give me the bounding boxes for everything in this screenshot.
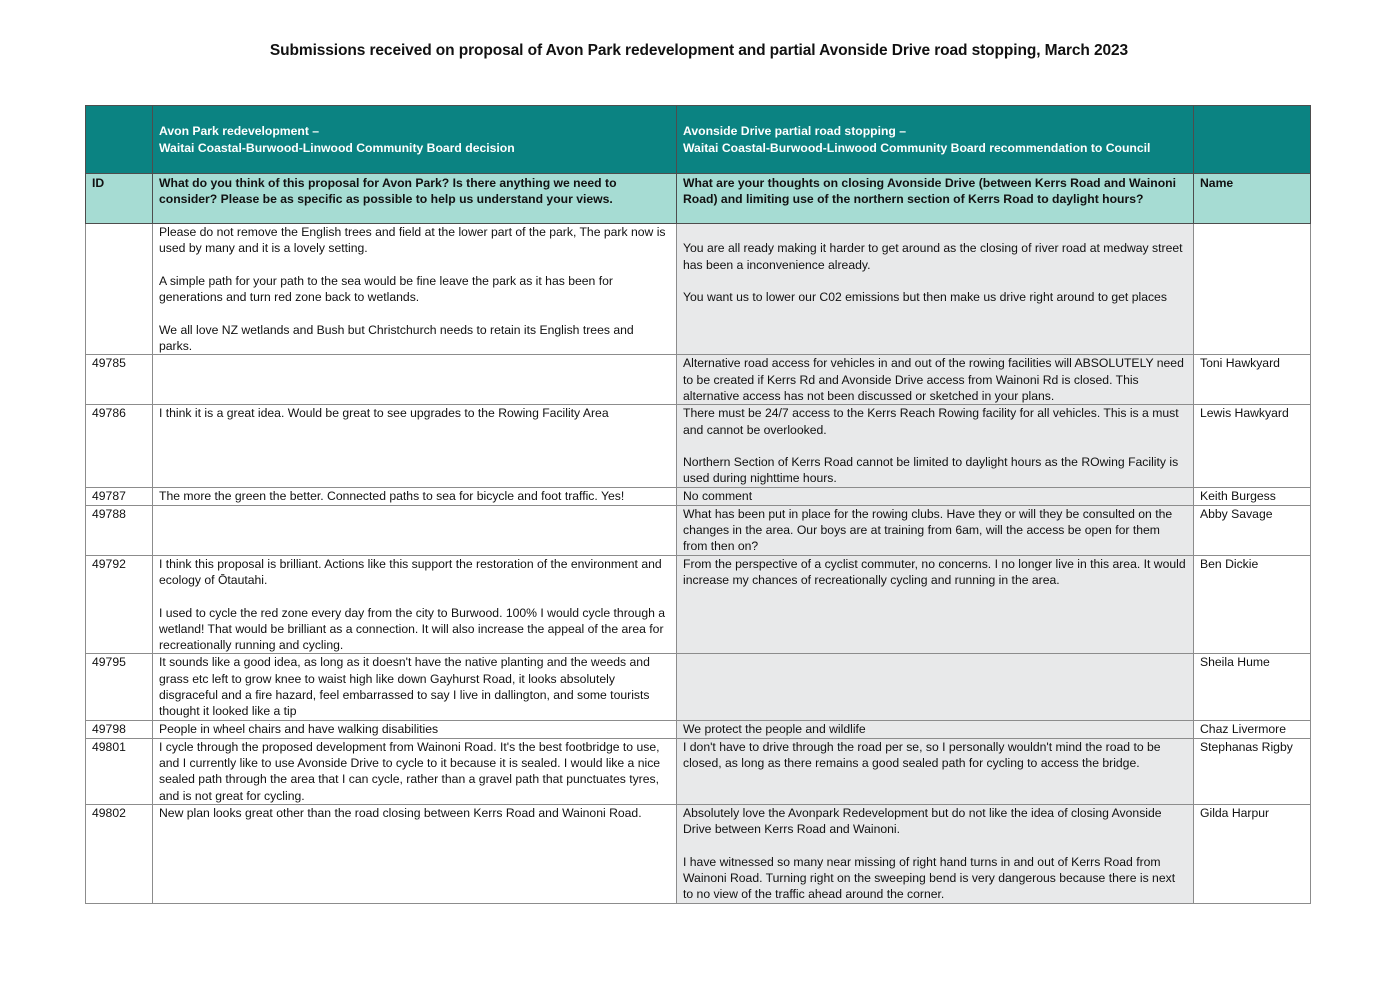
park-heading-line-2: Waitai Coastal-Burwood-Linwood Community Board decision	[159, 140, 515, 155]
submissions-table	[85, 105, 1311, 904]
submission-id: 49786	[86, 405, 153, 487]
table-row	[86, 654, 1311, 720]
submitter-name: Lewis Hawkyard	[1194, 405, 1311, 487]
submitter-name: Abby Savage	[1194, 505, 1311, 555]
road-comment: No comment	[677, 487, 1194, 505]
section-header-row	[86, 106, 1311, 174]
park-comment: I cycle through the proposed development from Wainoni Road. It's the best footbridge to use, and I currently like to use Avonside Drive to cycle to it because it is sealed. I would like a nice sealed path through the area that I can cycle, rather than a gravel path that punctuates tyres, and is not great for cycling.	[153, 738, 677, 804]
submitter-name: Sheila Hume	[1194, 654, 1311, 720]
question-header-row	[86, 174, 1311, 224]
park-comment: People in wheel chairs and have walking disabilities	[153, 720, 677, 738]
road-heading-line-1: Avonside Drive partial road stopping –	[683, 124, 907, 139]
road-comment: From the perspective of a cyclist commuter, no concerns. I no longer live in this area. It would increase my chances of recreationally cycling and running in the area.	[677, 555, 1194, 654]
park-comment: I think this proposal is brilliant. Actions like this support the restoration of the environment and ecology of Ōtautahi. I used to cycle the red zone every day from the city to Burwood. 100% I would cycle through a wetland! That would be brilliant as a connection. It will also increase the appeal of the area for recreationally running and cycling.	[153, 555, 677, 654]
submitter-name: Keith Burgess	[1194, 487, 1311, 505]
park-heading-line-1: Avon Park redevelopment –	[159, 124, 320, 139]
road-heading-line-2: Waitai Coastal-Burwood-Linwood Community Board recommendation to Council	[683, 140, 1151, 155]
park-comment	[153, 355, 677, 405]
submitter-name: Toni Hawkyard	[1194, 355, 1311, 405]
table-row	[86, 405, 1311, 487]
submission-id: 49795	[86, 654, 153, 720]
submitter-name: Gilda Harpur	[1194, 804, 1311, 903]
park-comment: Please do not remove the English trees and field at the lower part of the park, The park now is used by many and it is a lovely setting. A simple path for your path to the sea would be fine leave the park as it has been for generations and turn red zone back to wetlands. We all love NZ wetlands and Bush but Christchurch needs to retain its English trees and parks.	[153, 224, 677, 355]
submitter-name	[1194, 224, 1311, 355]
road-comment: You are all ready making it harder to get around as the closing of river road at medway street has been a inconvenience already. You want us to lower our C02 emissions but then make us drive right around to get places	[677, 224, 1194, 355]
submission-id: 49788	[86, 505, 153, 555]
header-id-cell	[86, 106, 153, 174]
submission-id: 49792	[86, 555, 153, 654]
table-row	[86, 720, 1311, 738]
table-row	[86, 804, 1311, 903]
road-comment: Alternative road access for vehicles in and out of the rowing facilities will ABSOLUTELY need to be created if Kerrs Rd and Avonside Drive access from Wainoni Rd is closed. This alternative access has not been discussed or sketched in your plans.	[677, 355, 1194, 405]
table-row	[86, 355, 1311, 405]
road-comment: There must be 24/7 access to the Kerrs Reach Rowing facility for all vehicles. This is a must and cannot be overlooked. Northern Section of Kerrs Road cannot be limited to daylight hours as the ROwing Facility is used during nighttime hours.	[677, 405, 1194, 487]
table-row	[86, 505, 1311, 555]
park-comment: I think it is a great idea. Would be great to see upgrades to the Rowing Facility Area	[153, 405, 677, 487]
road-comment: What has been put in place for the rowing clubs. Have they or will they be consulted on the changes in the area. Our boys are at training from 6am, will the access be open for them from then on?	[677, 505, 1194, 555]
column-header-name: Name	[1194, 174, 1311, 224]
park-comment: New plan looks great other than the road closing between Kerrs Road and Wainoni Road.	[153, 804, 677, 903]
road-section-heading	[677, 106, 1194, 174]
park-comment	[153, 505, 677, 555]
column-header-road-question: What are your thoughts on closing Avonside Drive (between Kerrs Road and Wainoni Road) and limiting use of the northern section of Kerrs Road to daylight hours?	[677, 174, 1194, 224]
header-name-cell	[1194, 106, 1311, 174]
submitter-name: Chaz Livermore	[1194, 720, 1311, 738]
document-title: Submissions received on proposal of Avon Park redevelopment and partial Avonside Drive road stopping, March 2023	[269, 42, 1129, 59]
column-header-id: ID	[86, 174, 153, 224]
submission-id: 49798	[86, 720, 153, 738]
road-comment: Absolutely love the Avonpark Redevelopment but do not like the idea of closing Avonside Drive between Kerrs Road and Wainoni. I have witnessed so many near missing of right hand turns in and out of Kerrs Road from Wainoni Road. Turning right on the sweeping bend is very dangerous because there is next to no view of the traffic ahead around the corner.	[677, 804, 1194, 903]
submission-id: 49802	[86, 804, 153, 903]
submission-id: 49801	[86, 738, 153, 804]
submission-id: 49785	[86, 355, 153, 405]
table-row	[86, 487, 1311, 505]
park-comment: The more the green the better. Connected paths to sea for bicycle and foot traffic. Yes!	[153, 487, 677, 505]
road-comment: I don't have to drive through the road per se, so I personally wouldn't mind the road to be closed, as long as there remains a good sealed path for cycling to access the bridge.	[677, 738, 1194, 804]
table-row	[86, 738, 1311, 804]
road-comment: We protect the people and wildlife	[677, 720, 1194, 738]
table-row	[86, 555, 1311, 654]
submitter-name: Ben Dickie	[1194, 555, 1311, 654]
submission-id: 49787	[86, 487, 153, 505]
submitter-name: Stephanas Rigby	[1194, 738, 1311, 804]
park-section-heading	[153, 106, 677, 174]
submission-id	[86, 224, 153, 355]
park-comment: It sounds like a good idea, as long as it doesn't have the native planting and the weeds and grass etc left to grow knee to waist high like down Gayhurst Road, it looks absolutely disgraceful and a fire hazard, feel embarrassed to say I live in dallington, and some tourists thought it looked like a tip	[153, 654, 677, 720]
road-comment	[677, 654, 1194, 720]
table-row	[86, 224, 1311, 355]
column-header-park-question: What do you think of this proposal for Avon Park? Is there anything we need to consider? Please be as specific as possible to help us understand your views.	[153, 174, 677, 224]
